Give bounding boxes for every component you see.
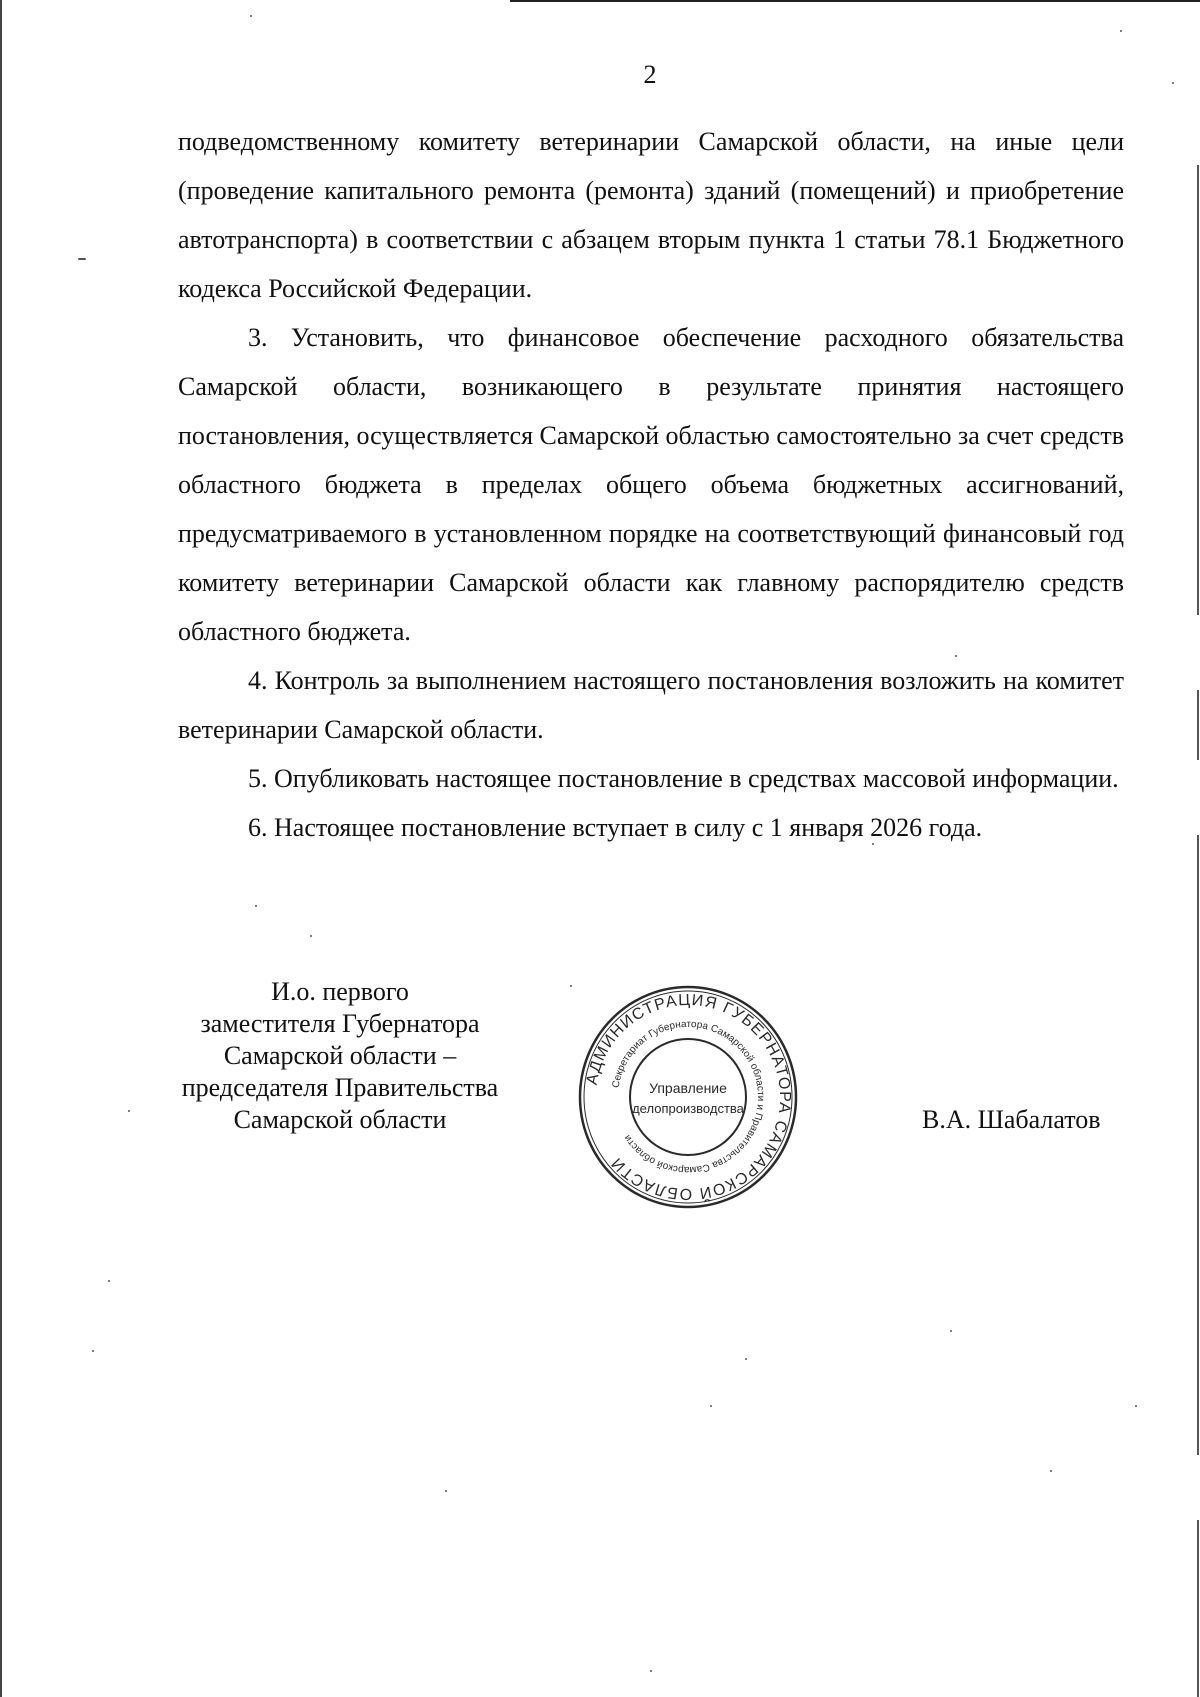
scan-speck <box>570 985 572 987</box>
scan-speck <box>310 935 312 937</box>
seal-ink <box>580 987 796 1207</box>
paragraph-item-3: 3. Установить, что финансовое обеспечение расходного обязательства Самарской области, возникающего в результате принятия настоящего постановления, осуществляется Самарской областью самостоятельно за счет средств областного бюджета в пределах общего объема бюджетных ассигнований, предусматриваемого в установленном порядке на соответствующий финансовый год комитету ветеринарии Самарской области как главному распорядителю средств областного бюджета. <box>178 323 1124 646</box>
signatory-position-line: И.о. первого <box>271 977 409 1006</box>
scan-edge-left <box>0 0 2 1697</box>
scan-edge-right <box>1197 690 1199 760</box>
scan-speck <box>92 1350 94 1352</box>
signatory-position-line: председателя Правительства <box>181 1073 499 1102</box>
signatory-position-line: Самарской области <box>233 1105 447 1134</box>
signatory-position <box>150 976 530 1136</box>
scan-edge-top <box>510 0 1200 2</box>
scan-edge-right <box>1197 835 1199 1455</box>
paragraph-item-4: 4. Контроль за выполнением настоящего постановления возложить на комитет ветеринарии Самарской области. <box>178 666 1124 744</box>
scan-speck <box>710 1405 712 1407</box>
scan-speck <box>950 1330 952 1332</box>
scan-speck <box>78 258 86 260</box>
scan-speck <box>445 1490 447 1492</box>
scan-speck <box>128 1110 130 1112</box>
signatory-position-line: Самарской области – <box>223 1041 457 1070</box>
seal-outer-text: АДМИНИСТРАЦИЯ ГУБЕРНАТОРА САМАРСКОЙ ОБЛАСТИ <box>583 991 794 1203</box>
page-number: 2 <box>643 60 657 89</box>
scan-edge-right <box>1197 1520 1199 1697</box>
scan-speck <box>650 1670 652 1672</box>
scan-speck <box>255 905 257 907</box>
seal-inner-ring <box>630 1039 746 1155</box>
seal-center-line-2: делопроизводства <box>632 1101 744 1116</box>
scan-speck <box>108 1280 110 1282</box>
scan-speck <box>250 15 252 17</box>
signatory-position-line: заместителя Губернатора <box>200 1009 480 1038</box>
official-seal-stamp <box>578 985 798 1210</box>
paragraph-item-6: 6. Настоящее постановление вступает в силу с 1 января 2026 года. <box>248 813 983 842</box>
scan-speck <box>1135 1405 1137 1407</box>
signatory-name: В.А. Шабалатов <box>922 1105 1101 1134</box>
scan-speck <box>1050 1470 1052 1472</box>
scan-edge-right <box>1197 165 1199 615</box>
seal-middle-text: Секретариат Губернатора Самарской области и Правительства Самарской области <box>610 1018 767 1176</box>
paragraph-item-5: 5. Опубликовать настоящее постановление в средствах массовой информации. <box>248 764 1119 793</box>
scan-speck <box>745 1358 747 1360</box>
paragraph-continuation: подведомственному комитету ветеринарии Самарской области, на иные цели (проведение капитального ремонта (ремонта) зданий (помещений) и приобретение автотранспорта) в соответствии с абзацем вторым пункта 1 статьи 78.1 Бюджетного кодекса Российской Федерации. <box>178 127 1124 303</box>
document-body <box>178 117 1124 852</box>
seal-center-line-1: Управление <box>649 1080 727 1096</box>
scan-speck <box>1120 30 1122 32</box>
